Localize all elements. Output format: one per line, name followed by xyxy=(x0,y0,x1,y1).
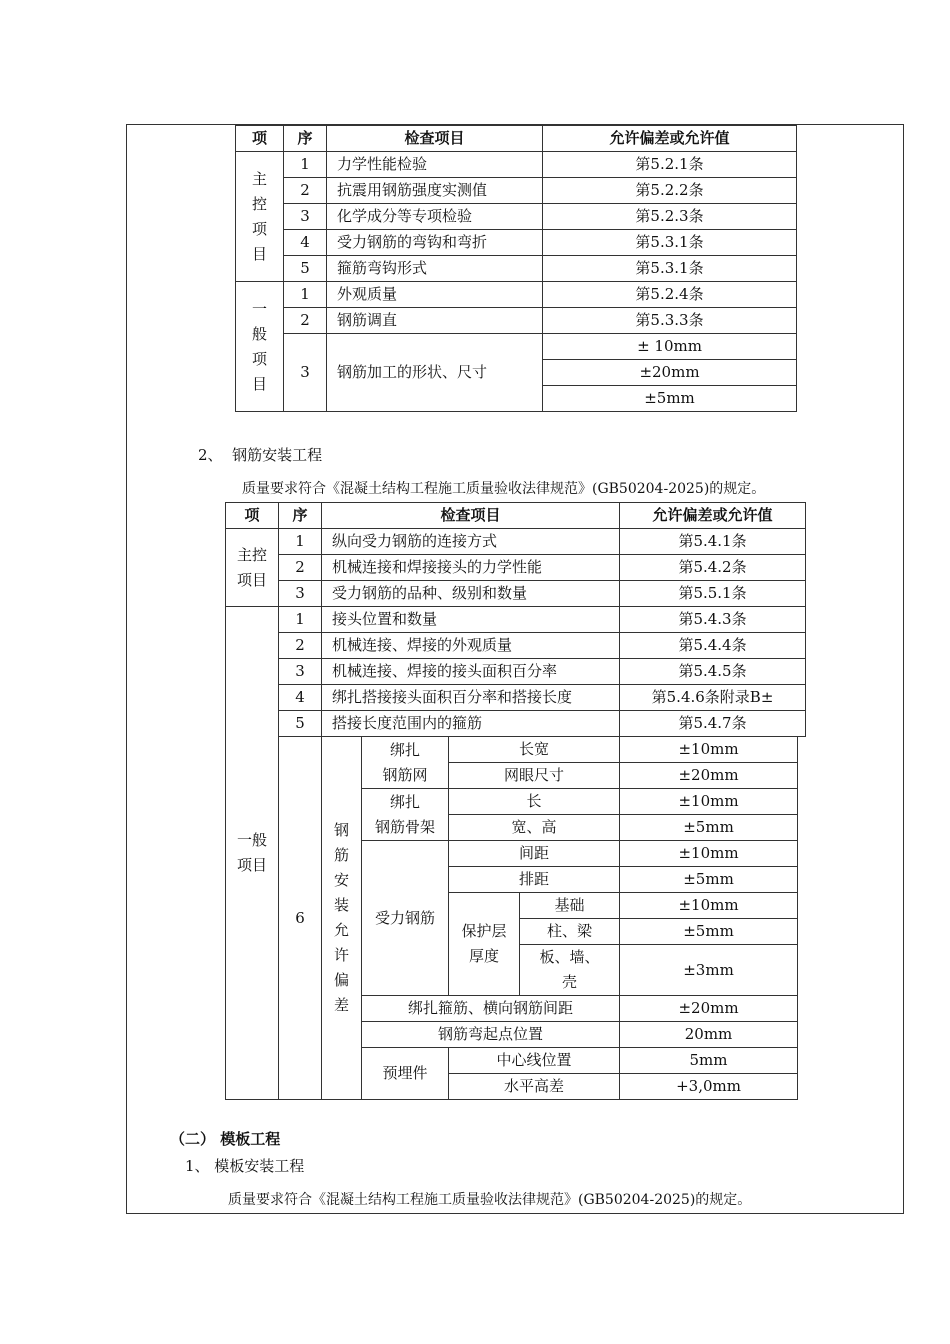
rebar-processing-table xyxy=(235,125,797,412)
tol-item: 宽、高 xyxy=(449,815,620,841)
tol-item: 柱、梁 xyxy=(520,919,620,945)
row-check: 机械连接、焊接的外观质量 xyxy=(322,633,620,659)
row-check: 搭接长度范围内的箍筋 xyxy=(322,711,620,737)
row-check: 接头位置和数量 xyxy=(322,607,620,633)
tol-value: 5mm xyxy=(620,1048,798,1074)
row-seq: 1 xyxy=(279,529,322,555)
tol-value: ±20mm xyxy=(620,763,798,789)
row-value: 第5.3.1条 xyxy=(543,230,797,256)
header-value: 允许偏差或允许值 xyxy=(543,126,797,152)
row-seq: 1 xyxy=(284,282,327,308)
row-value: 第5.4.1条 xyxy=(620,529,806,555)
section-heading: （二） 模板工程 xyxy=(170,1130,281,1148)
tol-value: 20mm xyxy=(620,1022,798,1048)
tol-value: ±5mm xyxy=(620,919,798,945)
group-general: 一般 项目 xyxy=(226,607,279,1100)
row-value: 第5.3.1条 xyxy=(543,256,797,282)
header-seq: 序 xyxy=(284,126,327,152)
row-check: 力学性能检验 xyxy=(327,152,543,178)
header-item: 项 xyxy=(226,503,279,529)
row-value: 第5.2.2条 xyxy=(543,178,797,204)
tol-item: 长宽 xyxy=(449,737,620,763)
header-check: 检查项目 xyxy=(322,503,620,529)
row-check: 钢筋加工的形状、尺寸 xyxy=(327,334,543,412)
tol-item: 间距 xyxy=(449,841,620,867)
tol-item: 板、墙、 壳 xyxy=(520,945,620,996)
row-check: 受力钢筋的品种、级别和数量 xyxy=(322,581,620,607)
mesh-label: 绑扎 钢筋网 xyxy=(362,737,449,789)
row-value: 第5.5.1条 xyxy=(620,581,806,607)
tol-value: ±10mm xyxy=(620,737,798,763)
row-check: 受力钢筋的弯钩和弯折 xyxy=(327,230,543,256)
section-heading: 2、 钢筋安装工程 xyxy=(198,446,323,464)
tol-value: ±10mm xyxy=(620,893,798,919)
row-value: ±20mm xyxy=(543,360,797,386)
row-seq: 1 xyxy=(279,607,322,633)
tolerance-title: 钢筋安装允许偏差 xyxy=(322,737,362,1100)
row-value: 第5.4.3条 xyxy=(620,607,806,633)
row-seq: 3 xyxy=(279,659,322,685)
row-value: ± 10mm xyxy=(543,334,797,360)
row-seq: 3 xyxy=(284,334,327,412)
subsection-heading: 1、 模板安装工程 xyxy=(185,1157,305,1175)
tol-value: ±3mm xyxy=(620,945,798,996)
row-seq: 3 xyxy=(284,204,327,230)
tol-item: 排距 xyxy=(449,867,620,893)
row-seq: 2 xyxy=(279,633,322,659)
tol-item: 绑扎箍筋、横向钢筋间距 xyxy=(362,996,620,1022)
header-check: 检查项目 xyxy=(327,126,543,152)
row-check: 抗震用钢筋强度实测值 xyxy=(327,178,543,204)
tol-value: ±5mm xyxy=(620,867,798,893)
row-value: 第5.4.4条 xyxy=(620,633,806,659)
row-value: 第5.2.4条 xyxy=(543,282,797,308)
tol-value: ±5mm xyxy=(620,815,798,841)
requirement-text: 质量要求符合《混凝土结构工程施工质量验收法律规范》(GB50204-2025)的规定。 xyxy=(242,481,766,497)
group-general: 一般项目 xyxy=(236,282,284,412)
tol-item: 长 xyxy=(449,789,620,815)
tol-value: ±10mm xyxy=(620,841,798,867)
row-seq: 5 xyxy=(284,256,327,282)
bar-label: 受力钢筋 xyxy=(362,841,449,996)
frame-label: 绑扎 钢筋骨架 xyxy=(362,789,449,841)
embed-label: 预埋件 xyxy=(362,1048,449,1100)
row-value: 第5.4.2条 xyxy=(620,555,806,581)
requirement-text: 质量要求符合《混凝土结构工程施工质量验收法律规范》(GB50204-2025)的规定。 xyxy=(228,1192,752,1208)
tol-item: 钢筋弯起点位置 xyxy=(362,1022,620,1048)
tol-value: +3,0mm xyxy=(620,1074,798,1100)
header-item: 项 xyxy=(236,126,284,152)
row-value: 第5.3.3条 xyxy=(543,308,797,334)
cover-label: 保护层 厚度 xyxy=(449,893,520,996)
table-edge-gap xyxy=(798,737,806,1100)
row-check: 纵向受力钢筋的连接方式 xyxy=(322,529,620,555)
row-check: 钢筋调直 xyxy=(327,308,543,334)
row-check: 机械连接和焊接接头的力学性能 xyxy=(322,555,620,581)
row-seq: 5 xyxy=(279,711,322,737)
row-check: 外观质量 xyxy=(327,282,543,308)
row-value: 第5.4.5条 xyxy=(620,659,806,685)
group-main-control: 主控 项目 xyxy=(226,529,279,607)
tolerance-seq: 6 xyxy=(279,737,322,1100)
row-seq: 4 xyxy=(284,230,327,256)
group-main-control: 主控项目 xyxy=(236,152,284,282)
row-check: 化学成分等专项检验 xyxy=(327,204,543,230)
row-check: 机械连接、焊接的接头面积百分率 xyxy=(322,659,620,685)
tol-item: 网眼尺寸 xyxy=(449,763,620,789)
row-seq: 3 xyxy=(279,581,322,607)
tol-value: ±20mm xyxy=(620,996,798,1022)
header-seq: 序 xyxy=(279,503,322,529)
row-seq: 2 xyxy=(279,555,322,581)
tol-item: 中心线位置 xyxy=(449,1048,620,1074)
row-seq: 1 xyxy=(284,152,327,178)
row-value: 第5.4.6条附录B± xyxy=(620,685,806,711)
tol-item: 基础 xyxy=(520,893,620,919)
row-seq: 4 xyxy=(279,685,322,711)
row-value: 第5.4.7条 xyxy=(620,711,806,737)
row-value: ±5mm xyxy=(543,386,797,412)
rebar-install-table xyxy=(225,502,806,1100)
row-check: 箍筋弯钩形式 xyxy=(327,256,543,282)
header-value: 允许偏差或允许值 xyxy=(620,503,806,529)
row-check: 绑扎搭接接头面积百分率和搭接长度 xyxy=(322,685,620,711)
row-value: 第5.2.1条 xyxy=(543,152,797,178)
row-value: 第5.2.3条 xyxy=(543,204,797,230)
tol-item: 水平高差 xyxy=(449,1074,620,1100)
row-seq: 2 xyxy=(284,308,327,334)
tol-value: ±10mm xyxy=(620,789,798,815)
row-seq: 2 xyxy=(284,178,327,204)
